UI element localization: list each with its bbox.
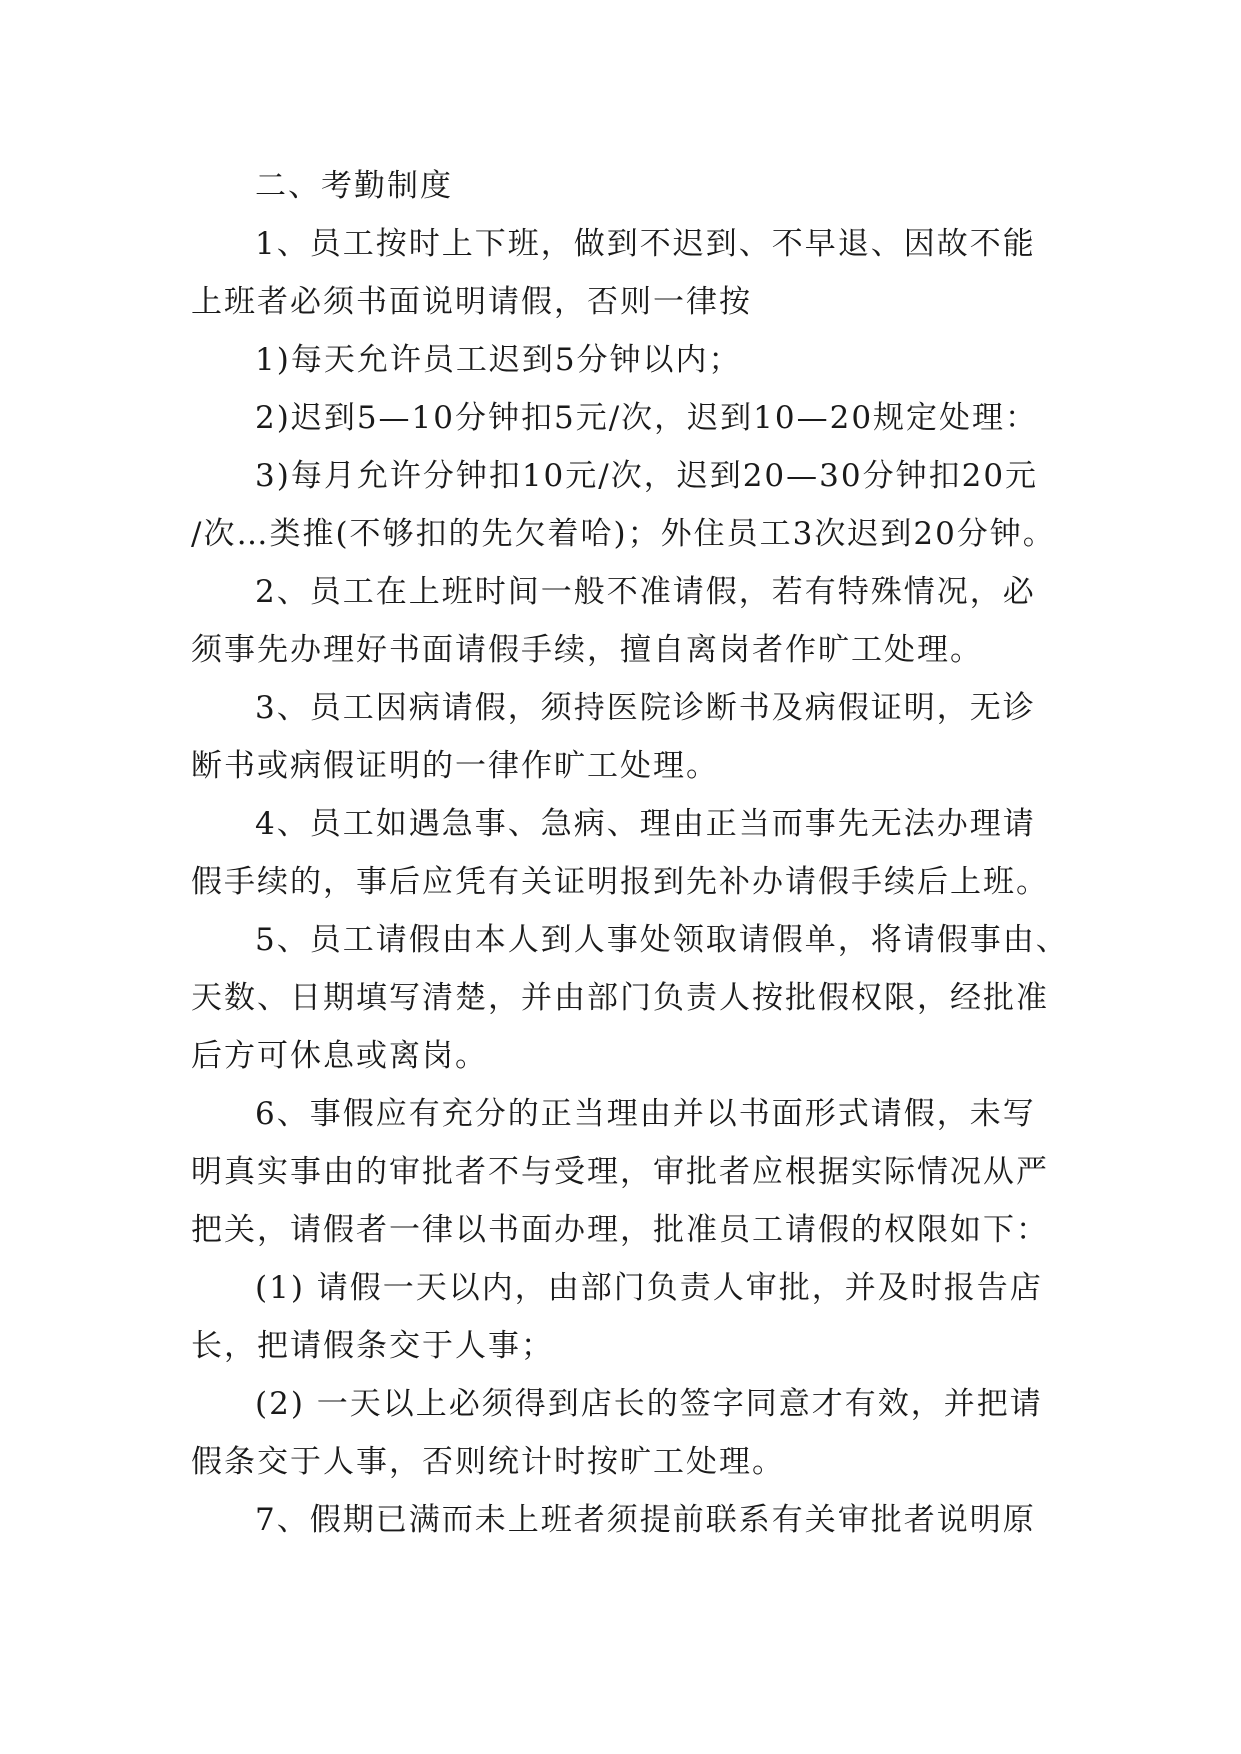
text-line: 1、员工按时上下班，做到不迟到、不早退、因故不能 (255, 226, 1036, 262)
text-line: 2、员工在上班时间一般不准请假，若有特殊情况，必 (255, 574, 1036, 610)
paragraph (191, 389, 1051, 447)
paragraph (191, 795, 1051, 911)
text-line: /次…类推(不够扣的先欠着哈)；外住员工3次迟到20分钟。 (191, 516, 1056, 552)
text-line: 3)每月允许分钟扣10元/次，迟到20—30分钟扣20元 (255, 458, 1039, 494)
text-line: 1)每天允许员工迟到5分钟以内； (255, 342, 742, 378)
text-line: 把关，请假者一律以书面办理，批准员工请假的权限如下： (191, 1212, 1049, 1248)
text-line: 4、员工如遇急事、急病、理由正当而事先无法办理请 (255, 806, 1036, 842)
paragraph (191, 215, 1051, 331)
paragraph (191, 447, 1056, 563)
paragraph (191, 911, 1069, 1085)
paragraph (191, 157, 1051, 215)
document-body (191, 157, 1069, 1549)
text-line: (2) 一天以上必须得到店长的签字同意才有效，并把请 (255, 1386, 1043, 1422)
paragraph (191, 563, 1051, 679)
paragraph (191, 679, 1051, 795)
text-line: 后方可休息或离岗。 (191, 1038, 488, 1074)
text-line: 须事先办理好书面请假手续，擅自离岗者作旷工处理。 (191, 632, 983, 668)
text-line: (1) 请假一天以内，由部门负责人审批，并及时报告店 (255, 1270, 1043, 1306)
text-line: 7、假期已满而未上班者须提前联系有关审批者说明原 (255, 1502, 1036, 1538)
paragraph (191, 331, 1051, 389)
paragraph (191, 1085, 1051, 1259)
paragraph (191, 1491, 1051, 1549)
paragraph (191, 1259, 1051, 1375)
text-line: 上班者必须书面说明请假，否则一律按 (191, 284, 752, 320)
text-line: 长，把请假条交于人事； (191, 1328, 554, 1364)
text-line: 假手续的，事后应凭有关证明报到先补办请假手续后上班。 (191, 864, 1049, 900)
text-line: 明真实事由的审批者不与受理，审批者应根据实际情况从严 (191, 1154, 1049, 1190)
text-line: 6、事假应有充分的正当理由并以书面形式请假，未写 (255, 1096, 1036, 1132)
text-line: 二、考勤制度 (255, 168, 453, 204)
text-line: 天数、日期填写清楚，并由部门负责人按批假权限，经批准 (191, 980, 1049, 1016)
text-line: 2)迟到5—10分钟扣5元/次，迟到10—20规定处理： (255, 400, 1039, 436)
text-line: 假条交于人事，否则统计时按旷工处理。 (191, 1444, 785, 1480)
text-line: 断书或病假证明的一律作旷工处理。 (191, 748, 719, 784)
text-line: 3、员工因病请假，须持医院诊断书及病假证明，无诊 (255, 690, 1036, 726)
text-line: 5、员工请假由本人到人事处领取请假单，将请假事由、 (255, 922, 1069, 958)
paragraph (191, 1375, 1051, 1491)
